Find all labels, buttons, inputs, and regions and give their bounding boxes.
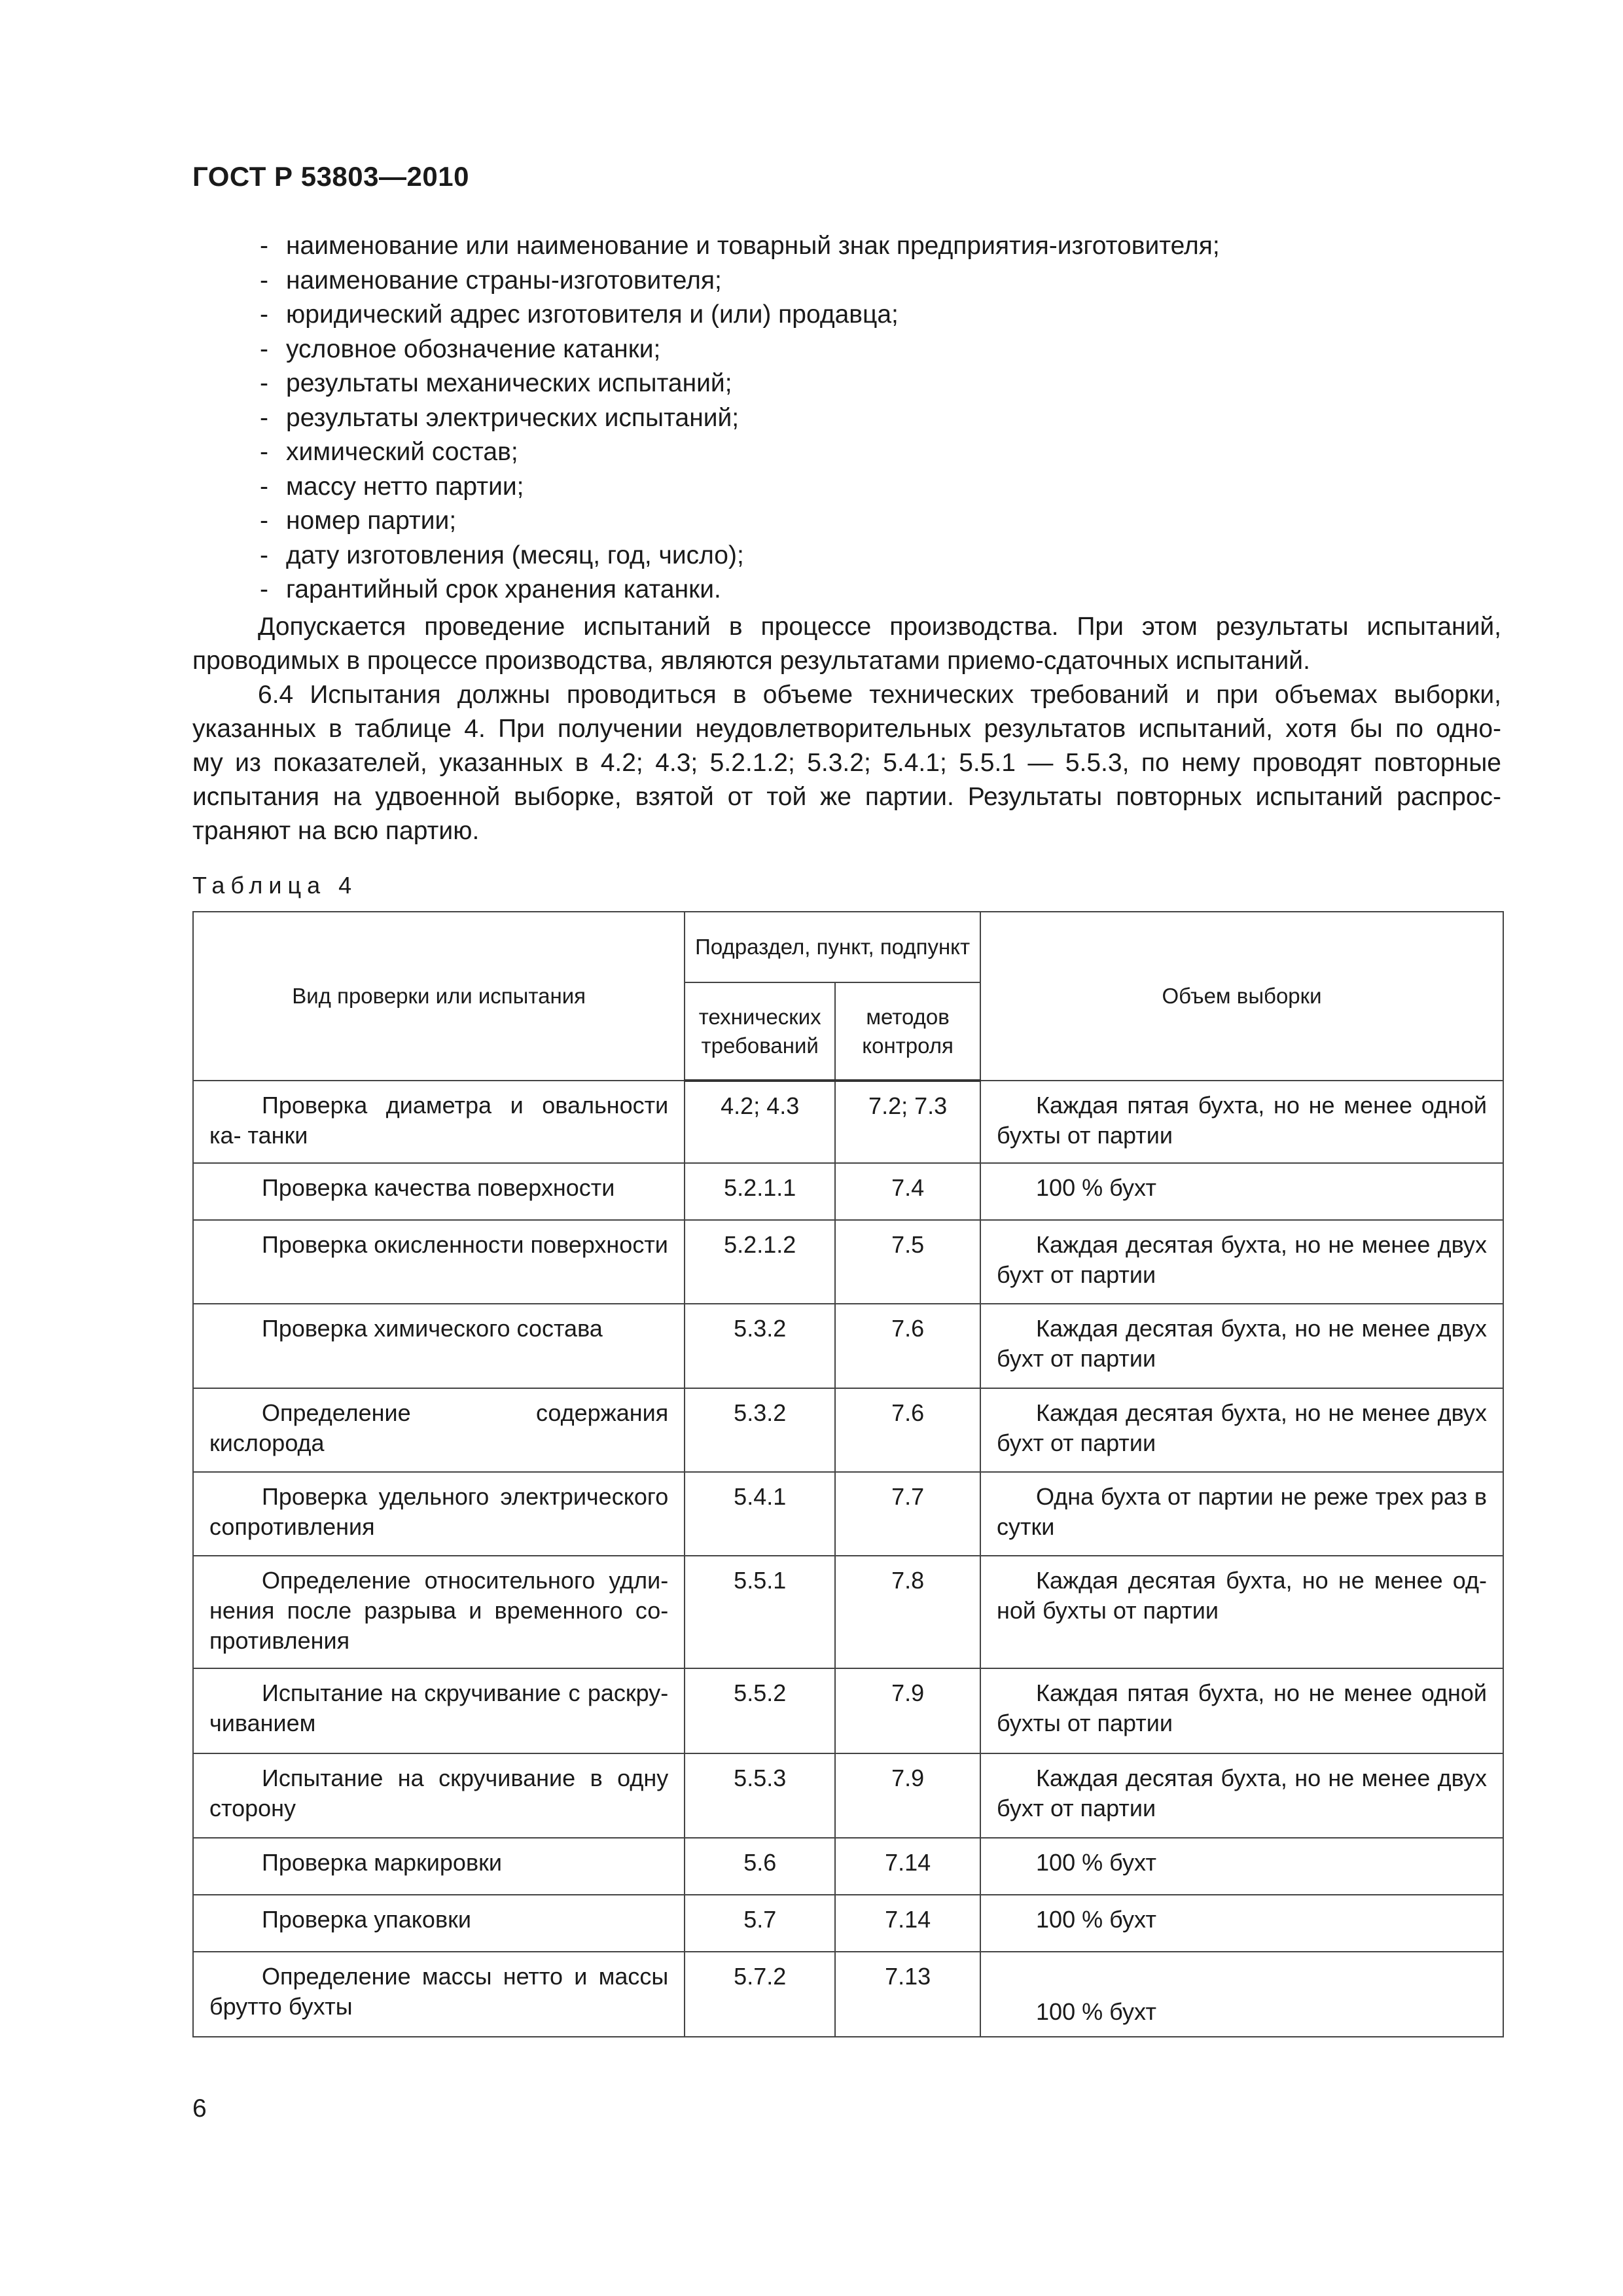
table-row bbox=[193, 1952, 1503, 2037]
list-item: - результаты электрических испытаний; bbox=[260, 401, 1220, 436]
list-item: - гарантийный срок хранения катанки. bbox=[260, 573, 1220, 607]
tech-ref: 5.7.2 bbox=[685, 1952, 835, 2037]
table-row bbox=[193, 1472, 1503, 1556]
tech-ref: 5.2.1.2 bbox=[685, 1220, 835, 1304]
table-row bbox=[193, 1556, 1503, 1668]
method-ref: 7.14 bbox=[835, 1838, 980, 1895]
list-marker: - bbox=[260, 507, 268, 535]
check-name: Проверка удельного электрического сопротивления bbox=[209, 1483, 669, 1540]
list-item: - массу нетто партии; bbox=[260, 470, 1220, 505]
table-row bbox=[193, 1838, 1503, 1895]
sample-volume: 100 % бухт bbox=[1036, 1906, 1157, 1933]
list-item: - результаты механических испытаний; bbox=[260, 367, 1220, 401]
check-name: Проверка окисленности поверхности bbox=[262, 1231, 668, 1258]
list-marker: - bbox=[260, 300, 268, 329]
list-marker: - bbox=[260, 438, 268, 466]
sample-volume: Каждая десятая бухта, но не менее двух бухт от партии bbox=[997, 1399, 1487, 1456]
table-row bbox=[193, 1753, 1503, 1838]
sample-volume: 100 % бухт bbox=[1036, 1174, 1157, 1201]
tech-ref: 5.5.3 bbox=[685, 1753, 835, 1838]
list-marker: - bbox=[260, 232, 268, 260]
list-item: - юридический адрес изготовителя и (или) продавца; bbox=[260, 298, 1220, 332]
check-name: Проверка химического состава bbox=[262, 1315, 603, 1342]
tech-ref: 5.6 bbox=[685, 1838, 835, 1895]
check-name: Проверка качества поверхности bbox=[262, 1174, 615, 1201]
list-marker: - bbox=[260, 541, 268, 569]
label-contents-list bbox=[260, 229, 1220, 607]
list-item: - химический состав; bbox=[260, 435, 1220, 470]
method-ref: 7.9 bbox=[835, 1668, 980, 1753]
list-marker: - bbox=[260, 369, 268, 397]
sample-volume: Каждая пятая бухта, но не менее одной бухты от партии bbox=[997, 1092, 1487, 1149]
list-marker: - bbox=[260, 472, 268, 501]
check-name: Испытание на скручивание в одну сторону bbox=[209, 1765, 669, 1821]
table-row bbox=[193, 1668, 1503, 1753]
list-marker: - bbox=[260, 575, 268, 603]
list-marker: - bbox=[260, 266, 268, 295]
list-item: - дату изготовления (месяц, год, число); bbox=[260, 539, 1220, 573]
sample-volume: Одна бухта от партии не реже трех раз в сутки bbox=[997, 1483, 1487, 1540]
tech-ref: 5.3.2 bbox=[685, 1388, 835, 1472]
check-name: Испытание на скручивание с раскру- чиванием bbox=[209, 1679, 669, 1736]
check-name: Проверка маркировки bbox=[262, 1849, 502, 1876]
method-ref: 7.2; 7.3 bbox=[835, 1081, 980, 1163]
table-4 bbox=[192, 911, 1504, 2037]
table-row bbox=[193, 1304, 1503, 1388]
document-header: ГОСТ Р 53803—2010 bbox=[192, 161, 469, 192]
page-number: 6 bbox=[192, 2094, 207, 2123]
sample-volume: Каждая десятая бухта, но не менее двух бухт от партии bbox=[997, 1315, 1487, 1372]
method-ref: 7.6 bbox=[835, 1304, 980, 1388]
check-name: Определение содержания кислорода bbox=[209, 1399, 669, 1456]
list-item: - наименование страны-изготовителя; bbox=[260, 264, 1220, 298]
list-marker: - bbox=[260, 334, 268, 363]
sample-volume: 100 % бухт bbox=[1036, 1998, 1157, 2025]
check-name: Определение относительного удли- нения после разрыва и временного со- противления bbox=[209, 1567, 669, 1654]
tech-ref: 5.5.2 bbox=[685, 1668, 835, 1753]
list-item: - условное обозначение катанки; bbox=[260, 332, 1220, 367]
table-row bbox=[193, 1081, 1503, 1163]
method-ref: 7.4 bbox=[835, 1163, 980, 1220]
table-caption: Таблица 4 bbox=[192, 872, 358, 899]
check-name: Проверка упаковки bbox=[262, 1906, 471, 1933]
header-tech-requirements: технических требований bbox=[685, 982, 835, 1081]
method-ref: 7.6 bbox=[835, 1388, 980, 1472]
tech-ref: 5.4.1 bbox=[685, 1472, 835, 1556]
list-item: - номер партии; bbox=[260, 504, 1220, 539]
tech-ref: 5.5.1 bbox=[685, 1556, 835, 1668]
check-name: Определение массы нетто и массы брутто бухты bbox=[209, 1963, 669, 2020]
header-sample-volume: Объем выборки bbox=[980, 912, 1503, 1081]
tech-ref: 5.2.1.1 bbox=[685, 1163, 835, 1220]
table-row bbox=[193, 1163, 1503, 1220]
method-ref: 7.7 bbox=[835, 1472, 980, 1556]
sample-volume: Каждая десятая бухта, но не менее двух бухт от партии bbox=[997, 1765, 1487, 1821]
header-check-type: Вид проверки или испытания bbox=[193, 912, 685, 1081]
check-name: Проверка диаметра и овальности ка- танки bbox=[209, 1092, 669, 1149]
header-control-methods: методов контроля bbox=[835, 982, 980, 1081]
sample-volume: Каждая пятая бухта, но не менее одной бухты от партии bbox=[997, 1679, 1487, 1736]
list-marker: - bbox=[260, 403, 268, 432]
tech-ref: 5.7 bbox=[685, 1895, 835, 1952]
sample-volume: Каждая десятая бухта, но не менее двух бухт от партии bbox=[997, 1231, 1487, 1288]
table-row bbox=[193, 1895, 1503, 1952]
header-section: Подраздел, пункт, подпункт bbox=[685, 912, 980, 982]
method-ref: 7.14 bbox=[835, 1895, 980, 1952]
paragraph-6-4: 6.4 Испытания должны проводиться в объеме технических требований и при объемах выборки, указанных в таблице 4. При получении неудовлетворительных результатов испытаний, хотя бы по одно- му из показателей, указанных в 4.2; 4.3; 5.2.1.2; 5.3.2; 5.4.1; 5.5.1 — 5.5.3, по нему проводят повторные испытания на удвоенной выборке, взятой от той же партии. Результаты повторных испытаний распрос- траняют на всю партию. bbox=[192, 681, 1501, 845]
method-ref: 7.5 bbox=[835, 1220, 980, 1304]
tech-ref: 4.2; 4.3 bbox=[685, 1081, 835, 1163]
sample-volume: 100 % бухт bbox=[1036, 1849, 1157, 1876]
list-item: - наименование или наименование и товарный знак предприятия-изготовителя; bbox=[260, 229, 1220, 264]
method-ref: 7.9 bbox=[835, 1753, 980, 1838]
paragraph-production-tests: Допускается проведение испытаний в процессе производства. При этом результаты испытаний, проводимых в процессе производства, являются результатами приемо-сдаточных испытаний. bbox=[192, 613, 1501, 675]
table-row bbox=[193, 1388, 1503, 1472]
table-row bbox=[193, 1220, 1503, 1304]
sample-volume: Каждая десятая бухта, но не менее од- ной бухты от партии bbox=[997, 1567, 1487, 1624]
method-ref: 7.13 bbox=[835, 1952, 980, 2037]
method-ref: 7.8 bbox=[835, 1556, 980, 1668]
tech-ref: 5.3.2 bbox=[685, 1304, 835, 1388]
